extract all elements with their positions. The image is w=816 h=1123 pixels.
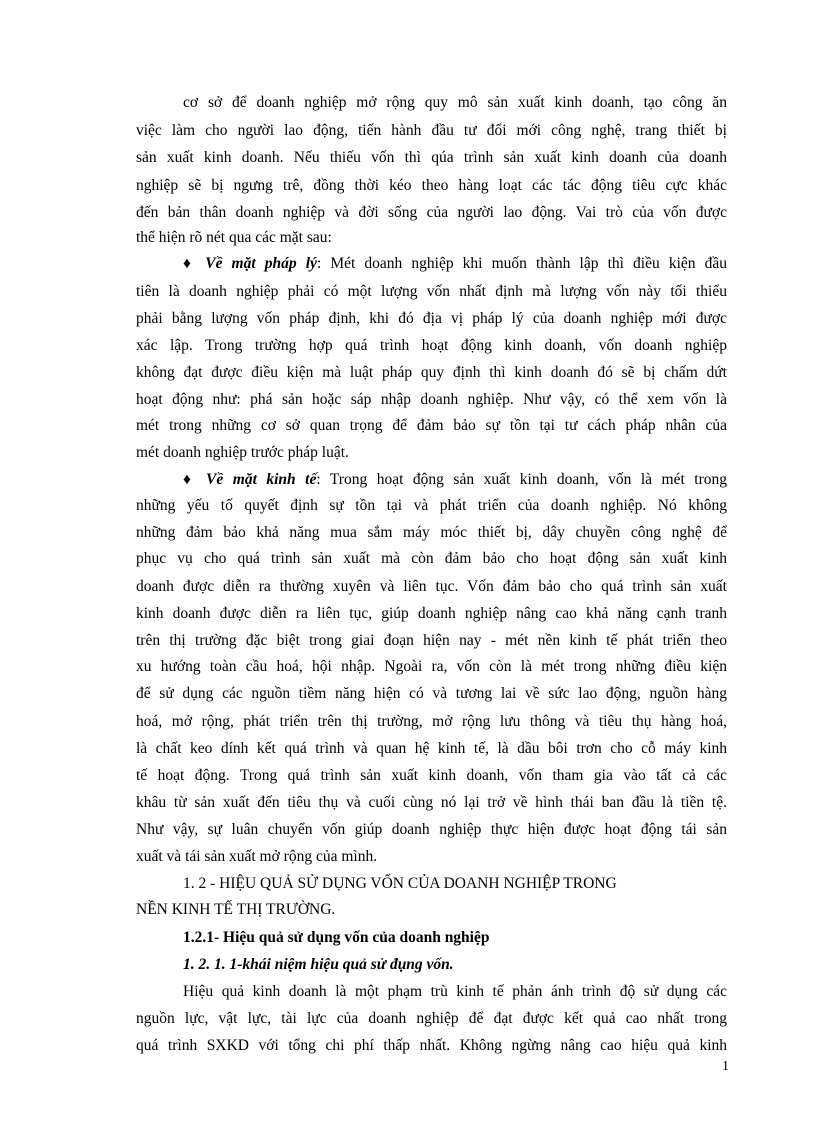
text-line: mét trong những cơ sở quan trọng để đảm bảo sự tồn tại tư cách pháp nhân của xyxy=(136,417,727,434)
text-line: mét doanh nghiệp trước pháp luật. xyxy=(136,444,349,461)
text-line: không đạt được điều kiện mà luật pháp quy định thì kinh doanh đó sẽ bị chấm dứt xyxy=(136,364,727,381)
text-line: hoạt động như: phá sản hoặc sáp nhập doanh nghiệp. Như vậy, có thể xem vốn là xyxy=(136,391,727,408)
text-line xyxy=(183,470,727,490)
text-line: hoá, mở rộng, phát triển trên thị trường, mở rộng lưu thông và tiêu thụ hàng hoá, xyxy=(136,713,727,730)
text-line: cơ sở để doanh nghiệp mở rộng quy mô sản xuất kinh doanh, tạo công ăn xyxy=(183,94,727,111)
text-line: Như vậy, sự luân chuyển vốn giúp doanh nghiệp thực hiện được hoạt động tái sản xyxy=(136,821,727,838)
text-line: doanh được diễn ra thường xuyên và liên tục. Vốn đảm bảo cho quá trình sản xuất xyxy=(136,578,727,595)
text-span: : Trong hoạt động sản xuất kinh doanh, vốn là mét trong xyxy=(316,471,727,488)
subsection-heading-1-2-1: 1.2.1- Hiệu quả sử dụng vốn của doanh nghiệp xyxy=(183,929,490,946)
text-span: : Mét doanh nghiệp khi muốn thành lập thì điều kiện đầu xyxy=(316,255,727,272)
text-line: để sử dụng các nguồn tiềm năng hiện có và tương lai về sức lao động, nguồn hàng xyxy=(136,685,727,702)
text-line: Hiệu quả kinh doanh là một phạm trù kinh tế phản ánh trình độ sử dụng các xyxy=(183,983,727,1000)
text-line: kinh doanh được diễn ra liên tục, giúp doanh nghiệp nâng cao khả năng cạnh tranh xyxy=(136,605,727,622)
text-line: xu hướng toàn cầu hoá, hội nhập. Ngoài ra, vốn còn là mét trong những điều kiện xyxy=(136,658,727,675)
text-line: đến bản thân doanh nghiệp và đời sống của người lao động. Vai trò của vốn được xyxy=(136,204,727,221)
text-line: phục vụ cho quá trình sản xuất mà còn đảm bảo cho hoạt động sản xuất kinh xyxy=(136,550,727,567)
text-line: quá trình SXKD với tổng chi phí thấp nhất. Không ngừng nâng cao hiệu quả kinh xyxy=(136,1037,727,1054)
text-line: nguồn lực, vật lực, tài lực của doanh nghiệp để đạt được kết quả cao nhất trong xyxy=(136,1010,727,1027)
subsection-heading-1-2-1-1: 1. 2. 1. 1-khái niệm hiệu quả sử đụng vốn. xyxy=(183,956,454,973)
text-line: là chất keo dính kết quá trình và quan hệ kinh tế, là dầu bôi trơn cho cỗ máy kinh xyxy=(136,740,727,757)
text-line: tiên là doanh nghiệp phải có một lượng vốn nhất định mà lượng vốn này tối thiểu xyxy=(136,283,727,300)
text-line: việc làm cho người lao động, tiến hành đầu tư đổi mới công nghệ, trang thiết bị xyxy=(136,122,727,139)
text-line: phải bằng lượng vốn pháp định, khi đó địa vị pháp lý của doanh nghiệp mới được xyxy=(136,310,727,327)
text-line: trên thị trường đặc biệt trong giai đoạn hiện nay - mét nền kinh tế phát triển theo xyxy=(136,632,727,649)
text-line: thể hiện rõ nét qua các mặt sau: xyxy=(136,229,332,246)
text-line: xuất và tái sản xuất mở rộng của mình. xyxy=(136,848,378,865)
text-line: tế hoạt động. Trong quá trình sản xuất kinh doanh, vốn tham gia vào tất cả các xyxy=(136,767,727,784)
text-line: nghiệp sẽ bị ngưng trê, đồng thời kéo theo hàng loạt các tác động tiêu cực khác xyxy=(136,177,727,194)
bullet-label-phap-ly: ♦ Về mặt pháp lý xyxy=(183,255,317,272)
text-line: những đảm bảo khả năng mua sắm máy móc thiết bị, dây chuyền công nghệ để xyxy=(136,524,727,541)
page-number: 1 xyxy=(722,1059,729,1074)
bullet-label-kinh-te: ♦ Về mặt kinh tế xyxy=(183,471,317,488)
text-line: khâu từ sản xuất đến tiêu thụ và cuối cùng nó lại trở về hình thái ban đầu là tiền tệ. xyxy=(136,794,727,811)
section-heading-1-2: 1. 2 - HIỆU QUẢ SỬ DỤNG VỐN CỦA DOANH NGHIỆP TRONG xyxy=(183,875,617,892)
text-line: sản xuất kinh doanh. Nếu thiếu vốn thì qúa trình sản xuất kinh doanh của doanh xyxy=(136,149,727,166)
text-line: những yếu tố quyết định sự tồn tại và phát triển của doanh nghiệp. Nó không xyxy=(136,497,727,514)
text-line: xác lập. Trong trường hợp quá trình hoạt động kinh doanh, vốn doanh nghiệp xyxy=(136,337,727,354)
section-heading-1-2-cont: NỀN KINH TẾ THỊ TRƯỜNG. xyxy=(136,901,336,918)
text-line xyxy=(183,254,727,274)
